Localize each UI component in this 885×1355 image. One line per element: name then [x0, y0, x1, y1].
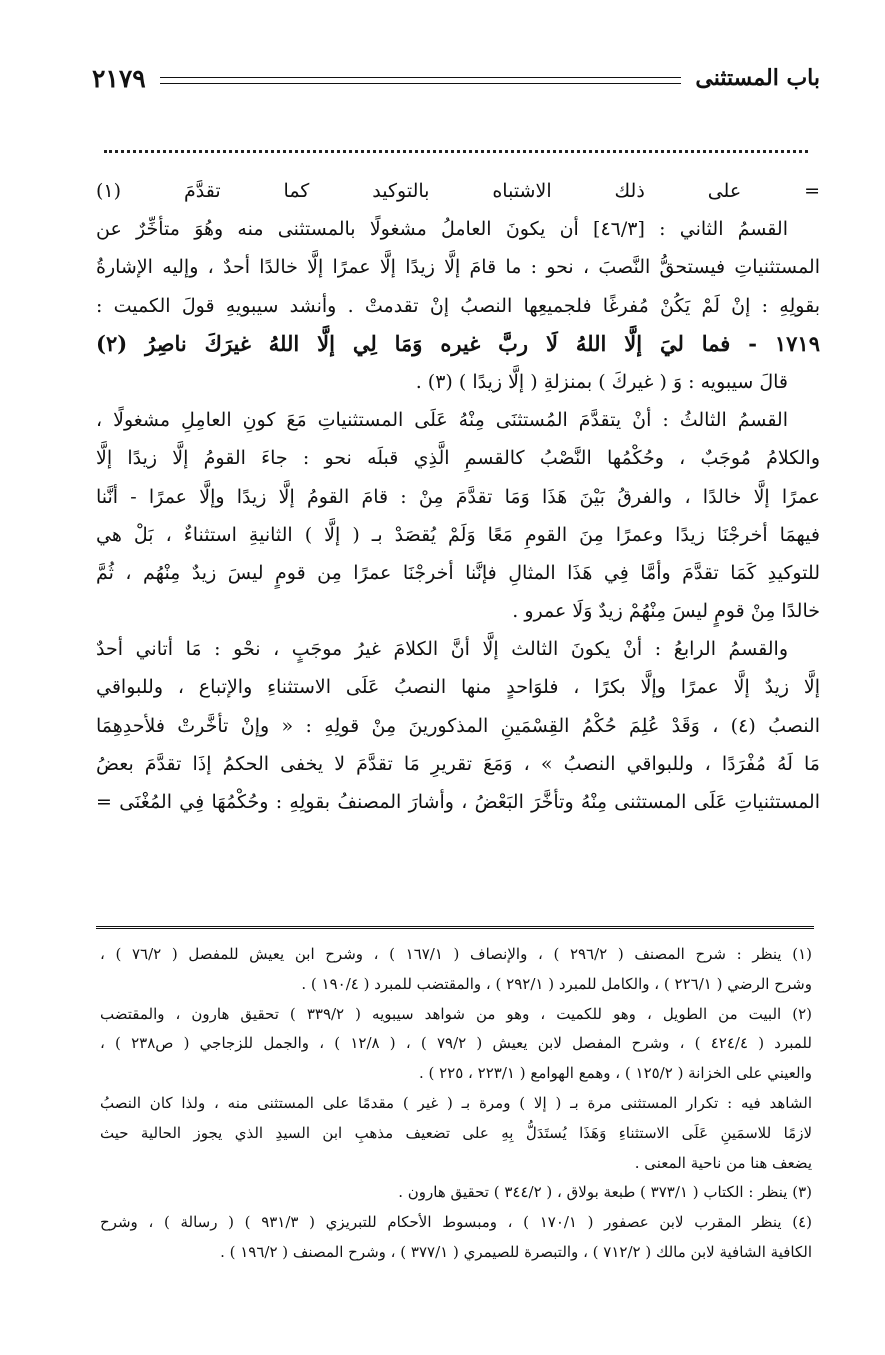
text-line: = على ذلك الاشتباه بالتوكيد كما تقدَّمَ (١): [96, 180, 820, 202]
dotted-separator: [104, 150, 808, 153]
text-line: النصبُ (٤) ، وَقَدْ عُلِمَ حُكْمُ القِسْمَينِ المذكورينَ مِنْ قولِهِ : « وإنْ تأخَّرتْ فلأحدِهِمَا: [96, 714, 820, 737]
footnote-line: (٤) ينظر المقرب لابن عصفور ( ١٧٠/١ ) ، ومبسوط الأحكام للتبريزي ( ٩٣١/٣ ) ( رسالة ) ، وشرح: [100, 1213, 812, 1232]
page-header: [92, 58, 820, 98]
header-rule: [160, 77, 682, 84]
footnote-line: الكافية الشافية لابن مالك ( ٧١٢/٢ ) ، والتبصرة للصيمري ( ٣٧٧/١ ) ، وشرح المصنف ( ١٩٦/٢ ) .: [220, 1242, 812, 1261]
page-number: ٢١٧٩: [92, 63, 146, 93]
footnote-line: والعيني على الخزانة ( ١٢٥/٢ ) ، وهمع الهوامع ( ٢٢٣/١ ، ٢٢٥ ) .: [418, 1064, 812, 1083]
footnotes: [100, 940, 812, 1268]
text-line: عمرًا إلَّا خالدًا ، والفرقُ بَيْنَ هَذَا وَمَا تقدَّمَ مِنْ : قامَ القومُ إلَّا زيدًا وإلَّا عمرًا - أنَّنا: [96, 485, 820, 508]
footnote-line: (٢) البيت من الطويل ، وهو للكميت ، وهو من شواهد سيبويه ( ٣٣٩/٢ ) تحقيق هارون ، والمقتضب: [100, 1004, 812, 1023]
text-line: القسمُ الثاني : [٤٦/٣] أن يكونَ العاملُ مشغولًا بالمستثنى منه وهُوَ متأخِّرٌ عن: [96, 218, 788, 241]
text-line: والقسمُ الرابعُ : أنْ يكونَ الثالث إلَّا أنَّ الكلامَ غيرُ موجَبٍ ، نحْو : مَا أتاني أحدٌ: [96, 638, 788, 661]
main-text: [96, 172, 820, 821]
text-line: إلَّا زيدٌ إلَّا عمرًا وإلَّا بكرًا ، فلوَاحدٍ منها النصبُ عَلَى الاستثناءِ والإتباع ، وللبواقي: [96, 676, 820, 699]
footnote-line: للمبرد ( ٤٢٤/٤ ) ، وشرح المفصل لابن يعيش ( ٧٩/٢ ) ، ( ١٢/٨ ) ، والجمل للزجاجي ( ص٢٣٨ ) ،: [100, 1034, 812, 1053]
text-line: والكلامُ مُوجَبٌ ، وحُكْمُها النَّصْبُ كالقسمِ الَّذِي قبلَه نحو : جاءَ القومُ إلَّا زيدًا إلَّا: [96, 447, 820, 470]
text-line: بقولِهِ : إنْ لَمْ يَكُنْ مُفرغًا فلجميعِها النصبُ إنْ تقدمتْ . وأنشد سيبويهِ قولَ الكميت :: [96, 294, 820, 317]
text-line: خالدًا مِنْ قومٍ ليسَ مِنْهُمْ زيدٌ وَلَا عمرو .: [512, 600, 820, 623]
footnote-line: (١) ينظر : شرح المصنف ( ٢٩٦/٢ ) ، والإنصاف ( ١٦٧/١ ) ، وشرح ابن يعيش للمفصل ( ٧٦/٢ ) ،: [100, 945, 812, 963]
text-line: القسمُ الثالثُ : أنْ يتقدَّمَ المُستثنَى مِنْهُ عَلَى المستثنياتِ مَعَ كونِ العامِلِ مشغولًا ،: [96, 409, 788, 432]
footnote-separator: [96, 926, 814, 929]
running-title: باب المستثنى: [695, 65, 820, 91]
text-line: مَا لَهُ مُفْرَدًا ، وللبواقي النصبُ » ، وَمَعَ تقريرِ مَا تقدَّمَ لا يخفى الحكمُ إذَا تقدَّمَ بعضُ: [96, 752, 820, 775]
footnote-line: (٣) ينظر : الكتاب ( ٣٧٣/١ ) طبعة بولاق ، ( ٣٤٤/٢ ) تحقيق هارون .: [398, 1183, 812, 1202]
footnote-line: يضعف هنا من ناحية المعنى .: [634, 1153, 812, 1172]
text-line: فيهمَا أخرجْنَا زيدًا وعمرًا مِنَ القومِ مَعًا وَلَمْ يُقصَدْ بـ ( إلَّا ) الثانيةِ استثناءٌ ، بَلْ هي: [96, 523, 820, 546]
text-line: قالَ سيبويه : وَ ( غيركَ ) بمنزلةِ ( إلَّا زيدًا ) (٣) .: [415, 370, 788, 393]
footnote-line: لازمًا للاسمَينِ عَلَى الاستثناءِ وَهَذَا يُستَدَلُّ بِهِ على تضعيف مذهبِ ابن السيدِ الذي يجوز الحالية حيث: [100, 1123, 812, 1142]
text-line: المستثنياتِ عَلَى المستثنى مِنْهُ وتأخَّرَ البَعْضُ ، وأشارَ المصنفُ بقولِهِ : وحُكْمُهَا فِي المُغْنَى =: [96, 791, 820, 813]
text-line: المستثنياتِ فيستحقُّ النَّصبَ ، نحو : ما قامَ إلَّا زيدًا إلَّا عمرًا إلَّا خالدًا أحدٌ ، وإليه الإشارةُ: [96, 256, 820, 279]
footnote-line: الشاهد فيه : تكرار المستثنى مرة بـ ( إلا ) ومرة بـ ( غير ) مقدمًا على المستثنى منه ، ولذا كان النصبُ: [100, 1093, 812, 1112]
footnote-line: وشرح الرضي ( ٢٢٦/١ ) ، والكامل للمبرد ( ٢٩٢/١ ) ، والمقتضب للمبرد ( ١٩٠/٤ ) .: [301, 974, 812, 993]
verse-line: ١٧١٩ - فما ليَ إلَّا اللهُ لَا ربَّ غيره وَمَا لِي إلَّا اللهُ غيرَكَ ناصِرُ (٢): [96, 330, 820, 356]
text-line: للتوكيدِ كَمَا تقدَّمَ وأمَّا فِي هَذَا المثالِ فإنَّنا أخرجْنَا عمرًا مِن قومٍ ليسَ زيدٌ مِنْهُم ، ثُمَّ: [96, 561, 820, 584]
